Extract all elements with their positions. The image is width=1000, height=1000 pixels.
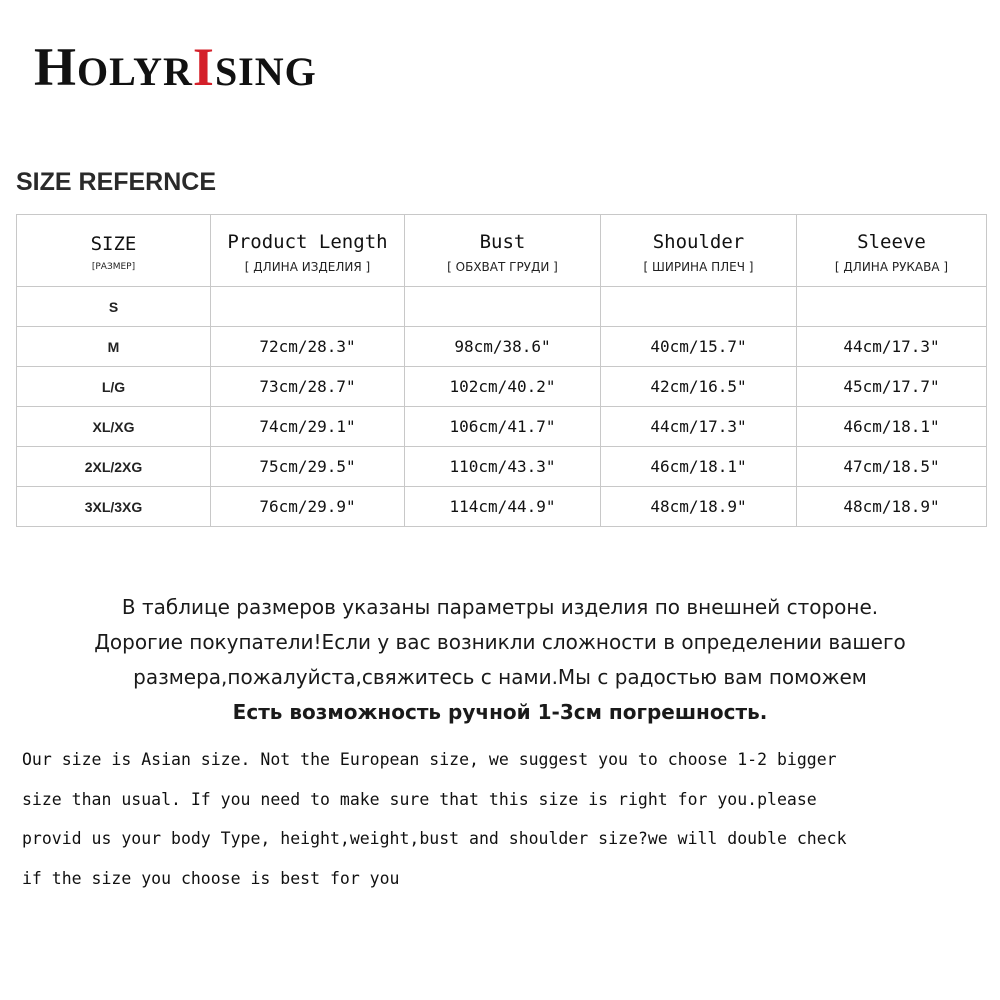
bust-value: 106cm/41.7" bbox=[405, 407, 601, 447]
sleeve-value: 44cm/17.3" bbox=[797, 327, 987, 367]
shoulder-value bbox=[601, 287, 797, 327]
sleeve-value bbox=[797, 287, 987, 327]
sleeve-value: 45cm/17.7" bbox=[797, 367, 987, 407]
ru-note-line: В таблице размеров указаны параметры изделия по внешней стороне. bbox=[121, 595, 879, 619]
table-header-row bbox=[17, 215, 987, 287]
ru-note-line: Есть возможность ручной 1-3см погрешность. bbox=[232, 700, 768, 724]
header-shoulder bbox=[601, 215, 797, 287]
logo-text-part: OLYR bbox=[77, 49, 193, 94]
header-label-ru: [ ОБХВАТ ГРУДИ ] bbox=[447, 260, 558, 274]
ru-note-line: Дорогие покупатели!Если у вас возникли сложности в определении вашего bbox=[94, 630, 906, 654]
logo-letter-h: H bbox=[34, 37, 78, 97]
header-label-ru: [ ДЛИНА РУКАВА ] bbox=[834, 260, 949, 274]
logo-text-part-end: SING bbox=[214, 49, 317, 94]
header-label-ru: [РАЗМЕР] bbox=[91, 262, 136, 272]
shoulder-value: 42cm/16.5" bbox=[601, 367, 797, 407]
size-label: XL/XG bbox=[17, 407, 211, 447]
shoulder-value: 40cm/15.7" bbox=[601, 327, 797, 367]
size-label: M bbox=[17, 327, 211, 367]
header-label: Sleeve bbox=[857, 231, 926, 253]
table-row bbox=[17, 287, 987, 327]
header-label: Shoulder bbox=[652, 231, 745, 253]
shoulder-value: 46cm/18.1" bbox=[601, 447, 797, 487]
sleeve-value: 46cm/18.1" bbox=[797, 407, 987, 447]
header-label-ru: [ ШИРИНА ПЛЕЧ ] bbox=[643, 260, 754, 274]
size-label: 3XL/3XG bbox=[17, 487, 211, 527]
size-label: L/G bbox=[17, 367, 211, 407]
table-row bbox=[17, 487, 987, 527]
logo-accent-letter: I bbox=[192, 37, 215, 97]
bust-value: 114cm/44.9" bbox=[405, 487, 601, 527]
header-label: Bust bbox=[479, 231, 526, 253]
bust-value: 110cm/43.3" bbox=[405, 447, 601, 487]
header-label: SIZE bbox=[90, 233, 137, 255]
table-row bbox=[17, 407, 987, 447]
russian-notes bbox=[0, 590, 1000, 730]
en-note-line: Our size is Asian size. Not the European size, we suggest you to choose 1-2 bigger bbox=[22, 750, 837, 769]
table-row bbox=[17, 447, 987, 487]
section-title: SIZE REFERNCE bbox=[16, 168, 217, 196]
size-label: S bbox=[17, 287, 211, 327]
length-value: 74cm/29.1" bbox=[211, 407, 405, 447]
header-label-ru: [ ДЛИНА ИЗДЕЛИЯ ] bbox=[244, 260, 371, 274]
en-note-line: if the size you choose is best for you bbox=[22, 868, 400, 888]
ru-note-line: размера,пожалуйста,свяжитесь с нами.Мы с радостью вам поможем bbox=[133, 665, 867, 689]
en-note-line: provid us your body Type, height,weight,bust and shoulder size?we will double check bbox=[22, 829, 847, 848]
header-bust bbox=[405, 215, 601, 287]
english-notes bbox=[22, 740, 982, 898]
bust-value: 102cm/40.2" bbox=[405, 367, 601, 407]
header-sleeve bbox=[797, 215, 987, 287]
shoulder-value: 48cm/18.9" bbox=[601, 487, 797, 527]
length-value: 72cm/28.3" bbox=[211, 327, 405, 367]
bust-value bbox=[405, 287, 601, 327]
size-table bbox=[16, 214, 987, 527]
sleeve-value: 48cm/18.9" bbox=[797, 487, 987, 527]
en-note-line: size than usual. If you need to make sure that this size is right for you.please bbox=[22, 789, 817, 809]
header-product-length bbox=[211, 215, 405, 287]
shoulder-value: 44cm/17.3" bbox=[601, 407, 797, 447]
table-row bbox=[17, 367, 987, 407]
table-row bbox=[17, 327, 987, 367]
sleeve-value: 47cm/18.5" bbox=[797, 447, 987, 487]
header-size bbox=[17, 215, 211, 287]
brand-logo bbox=[34, 37, 317, 97]
length-value: 73cm/28.7" bbox=[211, 367, 405, 407]
size-label: 2XL/2XG bbox=[17, 447, 211, 487]
length-value bbox=[211, 287, 405, 327]
length-value: 75cm/29.5" bbox=[211, 447, 405, 487]
length-value: 76cm/29.9" bbox=[211, 487, 405, 527]
header-label: Product Length bbox=[227, 231, 388, 253]
bust-value: 98cm/38.6" bbox=[405, 327, 601, 367]
